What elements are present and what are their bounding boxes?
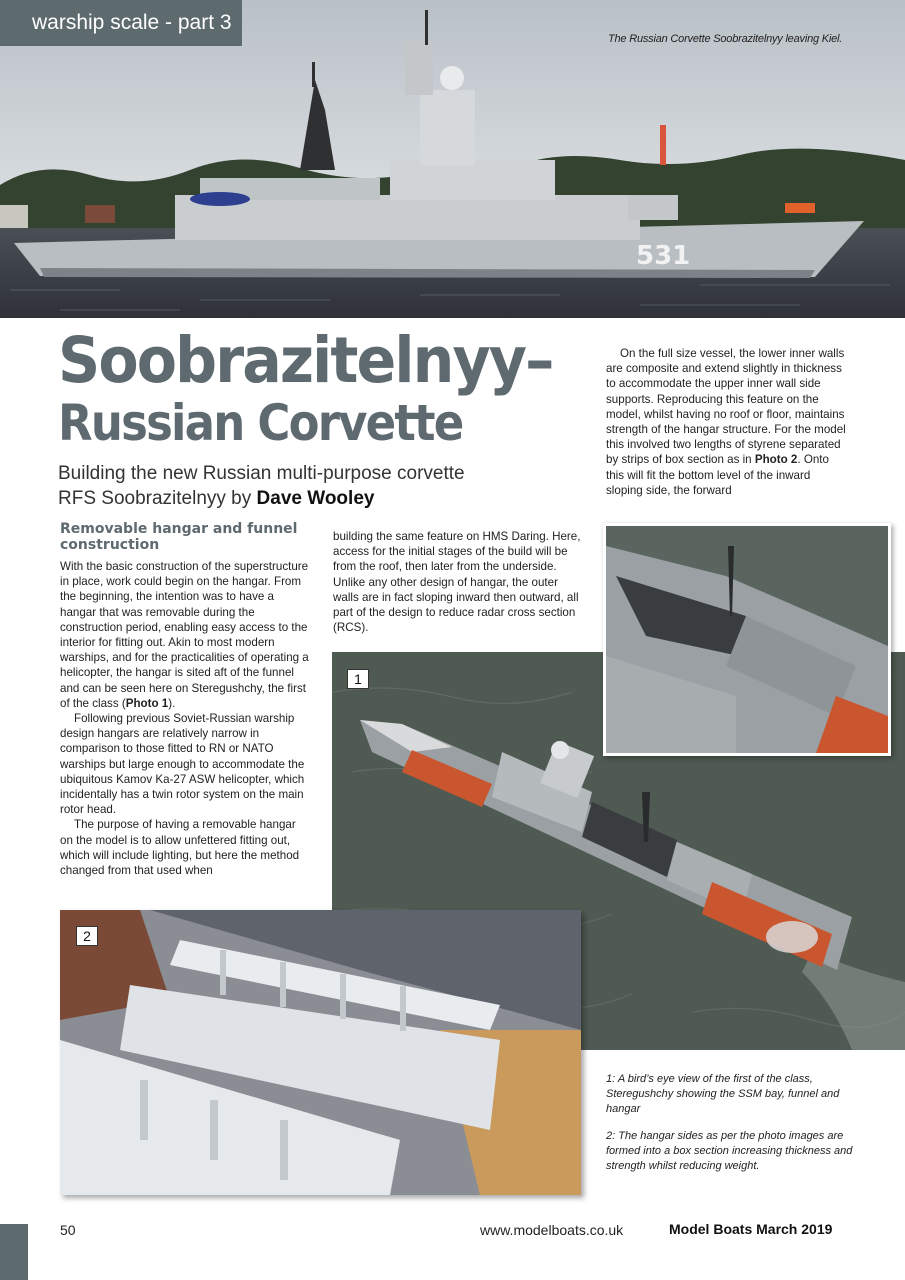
corner-accent-block [0,1224,28,1280]
standfirst-line1: Building the new Russian multi-purpose corvette [58,463,465,484]
hero-photo [0,0,905,318]
paragraph: On the full size vessel, the lower inner walls are composite and extend slightly in thickness to accommodate the upper inner wall side supports. Reproducing this feature on the model, whilst having no roof or floor, maintains strength of the hangar structure. For the model this involved two lengths of styrene separated by strips of box section as in Photo 2. Onto this will fit the bottom level of the inward sloping side, the forward [606,347,846,497]
hero-caption: The Russian Corvette Soobrazitelnyy leaving Kiel. [608,33,843,45]
body-column-1 [60,559,310,878]
photo-1-reference: Photo 1 [125,696,169,710]
photo-captions [606,1072,856,1186]
body-column-2 [333,529,583,635]
photo-1-number: 1 [347,669,369,689]
article-title-line1: Soobrazitelnyy– [58,324,553,397]
caption-photo-2: 2: The hangar sides as per the photo images are formed into a box section increasing thickness and strength whilst reducing weight. [606,1130,853,1172]
inset-photo-hangar-closeup [603,523,891,756]
hull-number: 531 [636,241,691,271]
photo-2-number: 2 [76,926,98,946]
page-number: 50 [60,1222,76,1238]
photo-2-reference: Photo 2 [754,453,798,467]
photo-2-hangar-model [60,910,581,1195]
article-title-line2: Russian Corvette [58,394,463,452]
paragraph: Following previous Soviet-Russian warship design hangars are relatively narrow in comparison to those fitted to RN or NATO warships but large enough to accommodate the ubiquitous Kamov Ka-27 ASW helicopter, which incidentally has a twin rotor system on the main rotor head. [60,712,305,817]
footer-magazine-issue: Model Boats March 2019 [669,1221,833,1237]
standfirst-line2: RFS Soobrazitelnyy by [58,488,257,509]
paragraph: With the basic construction of the superstructure in place, work could begin on the hangar. From the beginning, the intention was to have a hangar that was removable during the construction period, enabling easy access to the interior for fitting out. Akin to most modern warships, and for the practicalities of operating a helicopter, the hangar is sited aft of the funnel and can be seen here on Steregushchy, the first of the class (Photo 1). [60,560,309,710]
standfirst [58,461,578,511]
paragraph: The purpose of having a removable hangar on the model is to allow unfettered fitting out, which will include lighting, but here the method changed from that used when [60,818,300,878]
body-column-3 [606,346,846,498]
caption-photo-1: 1: A bird’s eye view of the first of the class, Steregushchy showing the SSM bay, funnel and hangar [606,1073,840,1115]
subhead: Removable hangar and funnel construction [60,521,298,553]
footer-url[interactable]: www.modelboats.co.uk [480,1222,624,1238]
section-tab: warship scale - part 3 [0,0,242,46]
author-name: Dave Wooley [256,488,375,509]
paragraph: building the same feature on HMS Daring. Here, access for the initial stages of the build will be from the roof, then later from the underside. Unlike any other design of hangar, the outer walls are in fact sloping inward then outward, all part of the design to reduce radar cross section (RCS). [333,530,581,635]
